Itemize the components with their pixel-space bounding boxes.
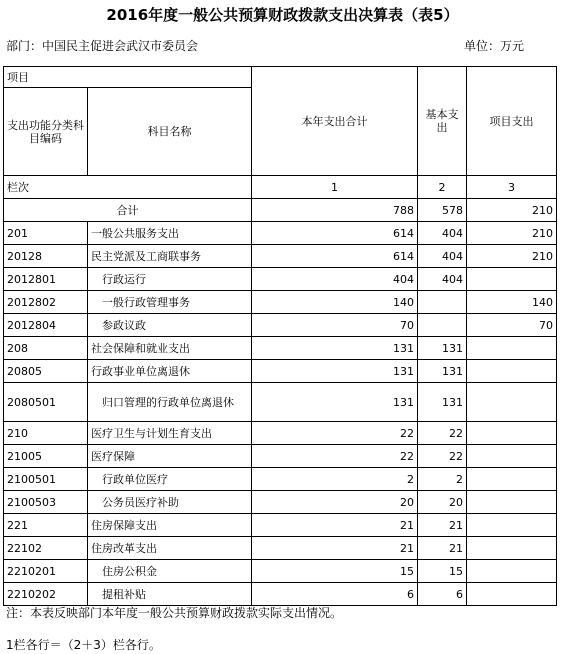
- row-total: 6: [252, 583, 418, 606]
- table-row: [4, 468, 557, 491]
- header-project: 项目支出: [467, 67, 557, 176]
- row-code: 2012802: [4, 291, 88, 314]
- row-project: 210: [467, 245, 557, 268]
- column-index-1: 1: [252, 176, 418, 199]
- total-project: 210: [467, 199, 557, 222]
- row-basic: 404: [418, 268, 467, 291]
- row-project: [467, 360, 557, 383]
- footnote-2: 1栏各行＝（2＋3）栏各行。: [6, 638, 161, 652]
- row-basic: [418, 291, 467, 314]
- table-row: [4, 268, 557, 291]
- table-row: [4, 537, 557, 560]
- row-project: [467, 468, 557, 491]
- row-subject-name: 行政事业单位离退休: [88, 360, 252, 383]
- row-project: [467, 337, 557, 360]
- row-code: 22102: [4, 537, 88, 560]
- footnote-1: 注：本表反映部门本年度一般公共预算财政拨款实际支出情况。: [6, 606, 343, 620]
- total-row: [4, 199, 557, 222]
- row-code: 201: [4, 222, 88, 245]
- row-basic: 131: [418, 337, 467, 360]
- expenditure-table: [3, 66, 557, 606]
- row-subject-name: 参政议政: [88, 314, 252, 337]
- row-total: 22: [252, 422, 418, 445]
- page-title: 2016年度一般公共预算财政拨款支出决算表（表5）: [106, 6, 459, 24]
- header-item: 项目: [4, 67, 252, 88]
- header-row-item: [4, 67, 557, 88]
- table-row: [4, 291, 557, 314]
- total-basic: 578: [418, 199, 467, 222]
- table-row: [4, 514, 557, 537]
- row-project: [467, 491, 557, 514]
- row-project: 70: [467, 314, 557, 337]
- row-basic: 2: [418, 468, 467, 491]
- row-subject-name: 归口管理的行政单位离退休: [88, 383, 252, 422]
- row-code: 2012804: [4, 314, 88, 337]
- table-row: [4, 445, 557, 468]
- row-code: 208: [4, 337, 88, 360]
- row-subject-name: 住房改革支出: [88, 537, 252, 560]
- row-subject-name: 提租补贴: [88, 583, 252, 606]
- row-total: 70: [252, 314, 418, 337]
- row-total: 20: [252, 491, 418, 514]
- row-subject-name: 行政运行: [88, 268, 252, 291]
- row-project: [467, 422, 557, 445]
- row-project: 140: [467, 291, 557, 314]
- row-subject-name: 医疗保障: [88, 445, 252, 468]
- row-total: 614: [252, 245, 418, 268]
- table-row: [4, 422, 557, 445]
- row-total: 22: [252, 445, 418, 468]
- header-basic: 基本支出: [418, 67, 467, 176]
- total-label: 合计: [4, 199, 252, 222]
- row-total: 404: [252, 268, 418, 291]
- row-basic: 20: [418, 491, 467, 514]
- total-sum: 788: [252, 199, 418, 222]
- row-total: 131: [252, 360, 418, 383]
- row-code: 20805: [4, 360, 88, 383]
- row-total: 21: [252, 537, 418, 560]
- row-subject-name: 医疗卫生与计划生育支出: [88, 422, 252, 445]
- row-project: [467, 560, 557, 583]
- row-basic: 21: [418, 537, 467, 560]
- table-row: [4, 583, 557, 606]
- row-subject-name: 民主党派及工商联事务: [88, 245, 252, 268]
- row-subject-name: 社会保障和就业支出: [88, 337, 252, 360]
- row-total: 140: [252, 291, 418, 314]
- row-project: [467, 268, 557, 291]
- row-project: [467, 445, 557, 468]
- row-basic: [418, 314, 467, 337]
- header-func-code: 支出功能分类科目编码: [4, 88, 88, 176]
- row-code: 20128: [4, 245, 88, 268]
- row-basic: 131: [418, 383, 467, 422]
- row-code: 2012801: [4, 268, 88, 291]
- header-total: 本年支出合计: [252, 67, 418, 176]
- row-basic: 404: [418, 245, 467, 268]
- row-subject-name: 行政单位医疗: [88, 468, 252, 491]
- table-row: [4, 222, 557, 245]
- column-index-row: [4, 176, 557, 199]
- row-total: 614: [252, 222, 418, 245]
- row-basic: 22: [418, 422, 467, 445]
- row-code: 2210202: [4, 583, 88, 606]
- row-basic: 22: [418, 445, 467, 468]
- row-code: 2080501: [4, 383, 88, 422]
- row-basic: 131: [418, 360, 467, 383]
- row-code: 221: [4, 514, 88, 537]
- row-subject-name: 一般公共服务支出: [88, 222, 252, 245]
- row-total: 131: [252, 337, 418, 360]
- column-index-2: 2: [418, 176, 467, 199]
- row-project: [467, 383, 557, 422]
- row-project: [467, 537, 557, 560]
- column-index-label: 栏次: [4, 176, 252, 199]
- department-label: 部门：中国民主促进会武汉市委员会: [6, 39, 199, 53]
- row-code: 2100503: [4, 491, 88, 514]
- row-total: 15: [252, 560, 418, 583]
- row-basic: 21: [418, 514, 467, 537]
- row-code: 210: [4, 422, 88, 445]
- table-row: [4, 245, 557, 268]
- row-subject-name: 住房公积金: [88, 560, 252, 583]
- table-row: [4, 314, 557, 337]
- row-code: 21005: [4, 445, 88, 468]
- table-row: [4, 383, 557, 422]
- row-basic: 15: [418, 560, 467, 583]
- row-project: [467, 583, 557, 606]
- row-code: 2100501: [4, 468, 88, 491]
- row-total: 2: [252, 468, 418, 491]
- row-subject-name: 一般行政管理事务: [88, 291, 252, 314]
- row-total: 21: [252, 514, 418, 537]
- row-basic: 6: [418, 583, 467, 606]
- table-row: [4, 560, 557, 583]
- column-index-3: 3: [467, 176, 557, 199]
- row-project: [467, 514, 557, 537]
- table-row: [4, 491, 557, 514]
- row-basic: 404: [418, 222, 467, 245]
- table-row: [4, 360, 557, 383]
- row-subject-name: 住房保障支出: [88, 514, 252, 537]
- row-code: 2210201: [4, 560, 88, 583]
- row-total: 131: [252, 383, 418, 422]
- unit-label: 单位：万元: [464, 39, 525, 53]
- table-row: [4, 337, 557, 360]
- row-project: 210: [467, 222, 557, 245]
- row-subject-name: 公务员医疗补助: [88, 491, 252, 514]
- header-subject-name: 科目名称: [88, 88, 252, 176]
